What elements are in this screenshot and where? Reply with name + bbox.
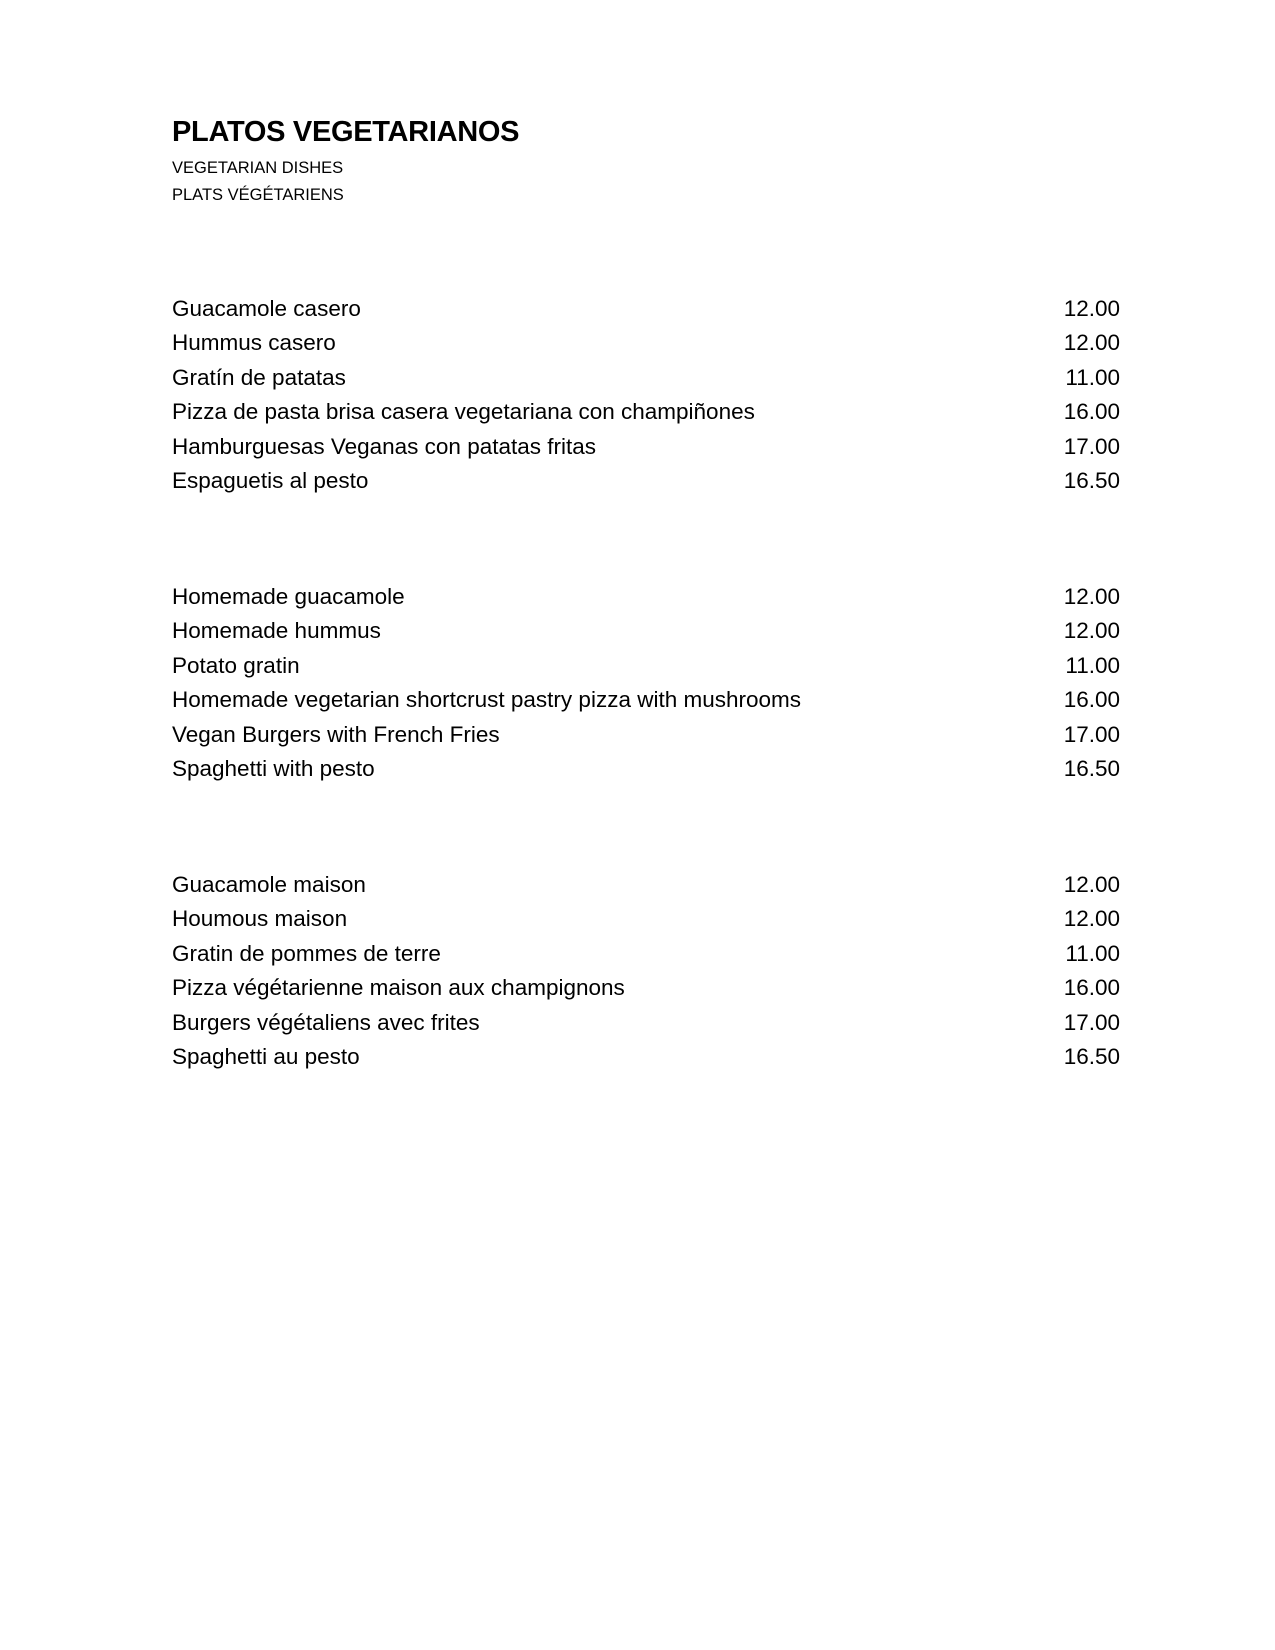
menu-item [172, 868, 1120, 902]
menu-item-price: 11.00 [1065, 652, 1120, 678]
menu-item [172, 902, 1120, 936]
menu-item-name: Gratín de patatas [172, 364, 346, 390]
menu-item-price: 16.00 [1063, 975, 1120, 1001]
menu-item-name: Potato gratin [172, 652, 300, 678]
page-title: PLATOS VEGETARIANOS [172, 116, 520, 148]
menu-item-price: 16.00 [1063, 687, 1120, 713]
menu-item [172, 718, 1120, 752]
menu-item-price: 17.00 [1063, 433, 1120, 459]
menu-item [172, 614, 1120, 648]
menu-item-name: Vegan Burgers with French Fries [172, 721, 500, 747]
menu-section-english [172, 580, 1120, 786]
menu-item [172, 430, 1120, 464]
menu-item-price: 12.00 [1063, 296, 1120, 321]
menu-item-name: Espaguetis al pesto [172, 467, 369, 493]
menu-item-name: Homemade guacamole [172, 584, 405, 609]
menu-item-price: 12.00 [1063, 618, 1120, 644]
menu-item-name: Houmous maison [172, 906, 348, 932]
menu-item-name: Hamburguesas Veganas con patatas fritas [172, 433, 597, 459]
menu-item [172, 464, 1120, 498]
menu-item-name: Gratin de pommes de terre [172, 940, 441, 966]
menu-item [172, 395, 1120, 429]
menu-item [172, 292, 1120, 326]
menu-item-name: Spaghetti with pesto [172, 755, 375, 781]
menu-item-price: 16.50 [1063, 1043, 1120, 1069]
menu-item-price: 16.50 [1063, 755, 1120, 781]
menu-item-name: Hummus casero [172, 330, 336, 356]
menu-item [172, 971, 1120, 1005]
page-subtitle-english: VEGETARIAN DISHES [172, 159, 344, 177]
menu-item [172, 683, 1120, 717]
menu-item-name: Guacamole casero [172, 296, 361, 321]
menu-item-price: 12.00 [1063, 330, 1120, 356]
menu-item [172, 1040, 1120, 1074]
menu-item-name: Pizza de pasta brisa casera vegetariana con champiñones [172, 399, 755, 425]
menu-item-price: 17.00 [1063, 1009, 1120, 1035]
menu-item [172, 361, 1120, 395]
menu-item [172, 580, 1120, 614]
menu-item-price: 12.00 [1063, 872, 1120, 897]
menu-item-price: 11.00 [1065, 940, 1120, 966]
menu-item-price: 17.00 [1063, 721, 1120, 747]
page-subtitle-french: PLATS VÉGÉTARIENS [172, 186, 344, 204]
menu-section-french [172, 868, 1120, 1074]
menu-item [172, 1006, 1120, 1040]
menu-item-price: 16.00 [1063, 399, 1120, 425]
menu-item [172, 937, 1120, 971]
menu-item [172, 326, 1120, 360]
menu-item-price: 12.00 [1063, 584, 1120, 609]
menu-item-price: 11.00 [1065, 364, 1120, 390]
menu-item-name: Burgers végétaliens avec frites [172, 1009, 480, 1035]
menu-item-name: Homemade vegetarian shortcrust pastry pizza with mushrooms [172, 687, 802, 713]
menu-item-name: Pizza végétarienne maison aux champignons [172, 975, 625, 1001]
menu-item [172, 649, 1120, 683]
menu-item-price: 16.50 [1063, 467, 1120, 493]
menu-item-price: 12.00 [1063, 906, 1120, 932]
menu-item-name: Spaghetti au pesto [172, 1043, 360, 1069]
menu-item-name: Homemade hummus [172, 618, 381, 644]
menu-item-name: Guacamole maison [172, 872, 366, 897]
menu-item [172, 752, 1120, 786]
menu-section-spanish [172, 292, 1120, 498]
